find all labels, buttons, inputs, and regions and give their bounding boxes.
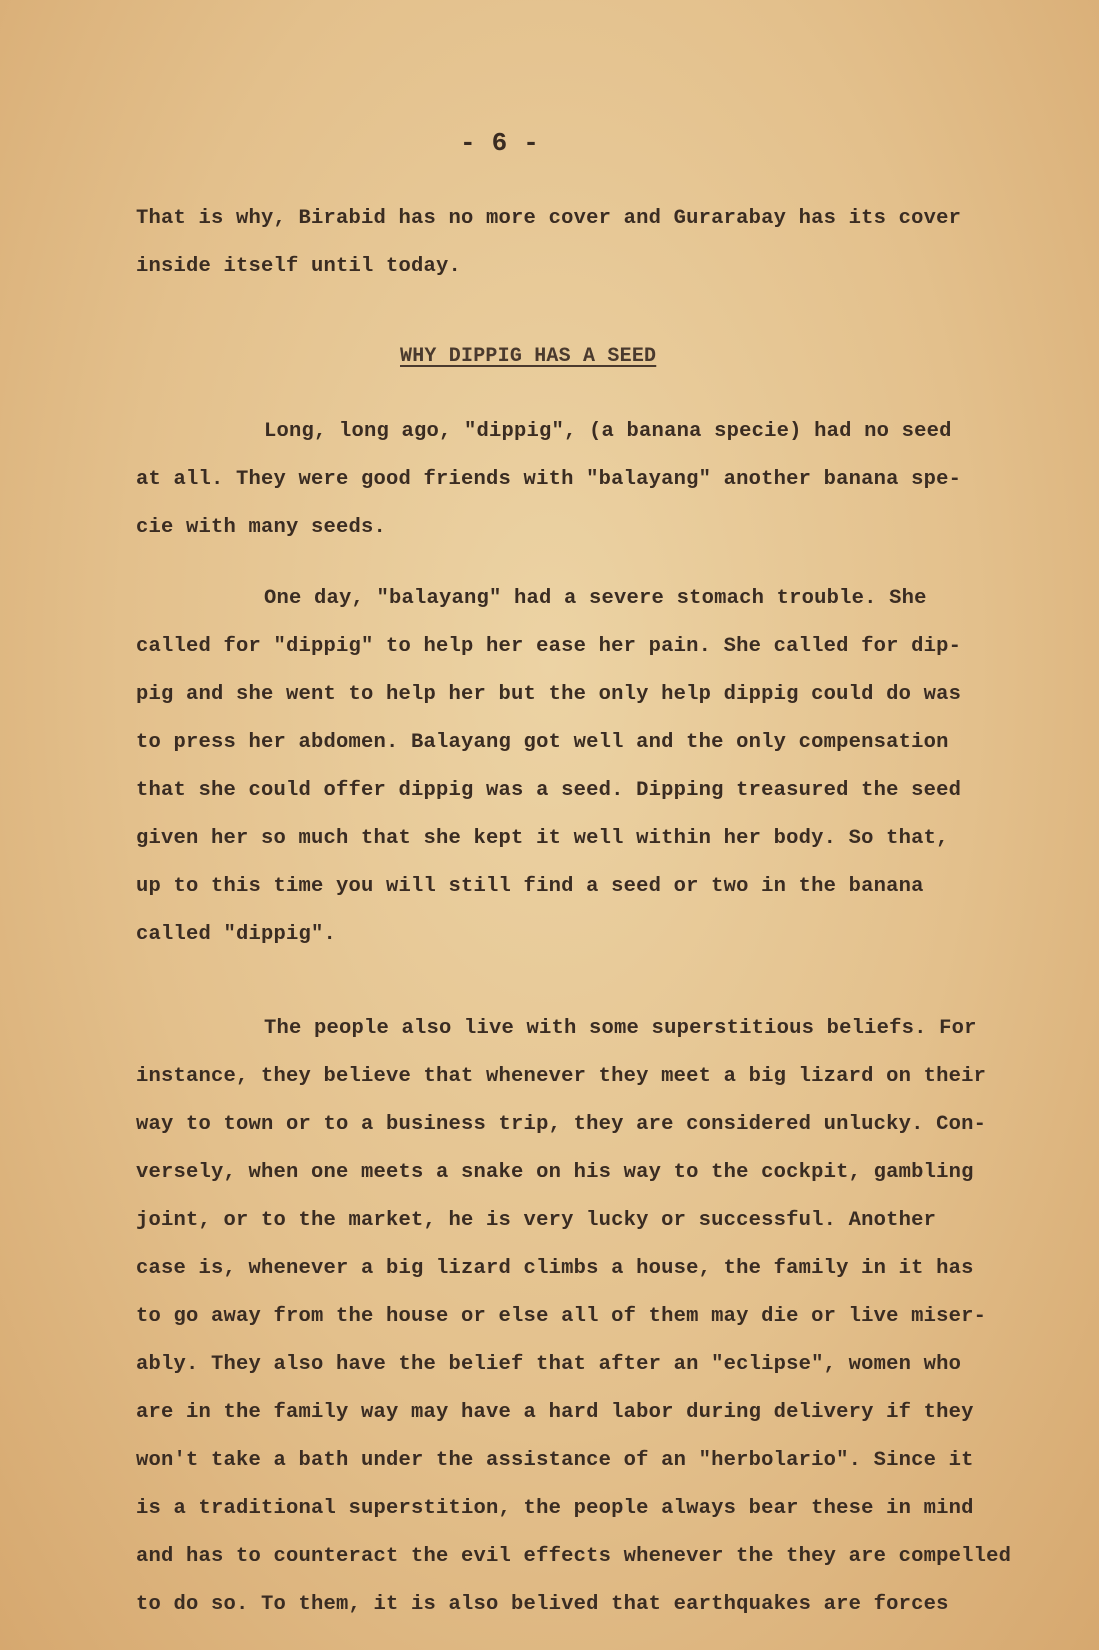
text-line: up to this time you will still find a seed or two in the banana xyxy=(136,875,924,898)
text-line: given her so much that she kept it well within her body. So that, xyxy=(136,827,949,850)
text-line: at all. They were good friends with "balayang" another banana spe- xyxy=(136,468,962,491)
intro-paragraph xyxy=(136,195,1006,291)
text-line: joint, or to the market, he is very lucky or successful. Another xyxy=(136,1209,937,1232)
text-line: won't take a bath under the assistance of an "herbolario". Since it xyxy=(136,1449,974,1472)
story-paragraph-2 xyxy=(136,575,1006,959)
text-line: inside itself until today. xyxy=(136,255,462,278)
text-line: way to town or to a business trip, they are considered unlucky. Con- xyxy=(136,1113,987,1136)
text-line: is a traditional superstition, the people always bear these in mind xyxy=(136,1497,974,1520)
story-heading: WHY DIPPIG HAS A SEED xyxy=(400,345,657,368)
text-line: One day, "balayang" had a severe stomach trouble. She xyxy=(264,587,927,610)
text-line: and has to counteract the evil effects whenever the they are compelled xyxy=(136,1545,1012,1568)
text-line: to go away from the house or else all of them may die or live miser- xyxy=(136,1305,987,1328)
page-number: - 6 - xyxy=(460,128,540,158)
text-line: to press her abdomen. Balayang got well and the only compensation xyxy=(136,731,949,754)
text-line: Long, long ago, "dippig", (a banana specie) had no seed xyxy=(264,420,952,443)
text-line: to do so. To them, it is also belived that earthquakes are forces xyxy=(136,1593,949,1616)
text-line: That is why, Birabid has no more cover and Gurarabay has its cover xyxy=(136,207,962,230)
text-line: versely, when one meets a snake on his way to the cockpit, gambling xyxy=(136,1161,974,1184)
text-line: that she could offer dippig was a seed. Dipping treasured the seed xyxy=(136,779,962,802)
text-line: called for "dippig" to help her ease her pain. She called for dip- xyxy=(136,635,962,658)
superstitions-paragraph xyxy=(136,1005,1012,1629)
text-line: The people also live with some superstitious beliefs. For xyxy=(264,1017,977,1040)
text-line: case is, whenever a big lizard climbs a house, the family in it has xyxy=(136,1257,974,1280)
text-line: pig and she went to help her but the only help dippig could do was xyxy=(136,683,962,706)
text-line: are in the family way may have a hard labor during delivery if they xyxy=(136,1401,974,1424)
story-paragraph-1 xyxy=(136,408,1006,552)
text-line: ably. They also have the belief that after an "eclipse", women who xyxy=(136,1353,962,1376)
text-line: instance, they believe that whenever they meet a big lizard on their xyxy=(136,1065,987,1088)
text-line: cie with many seeds. xyxy=(136,516,387,539)
text-line: called "dippig". xyxy=(136,923,337,946)
